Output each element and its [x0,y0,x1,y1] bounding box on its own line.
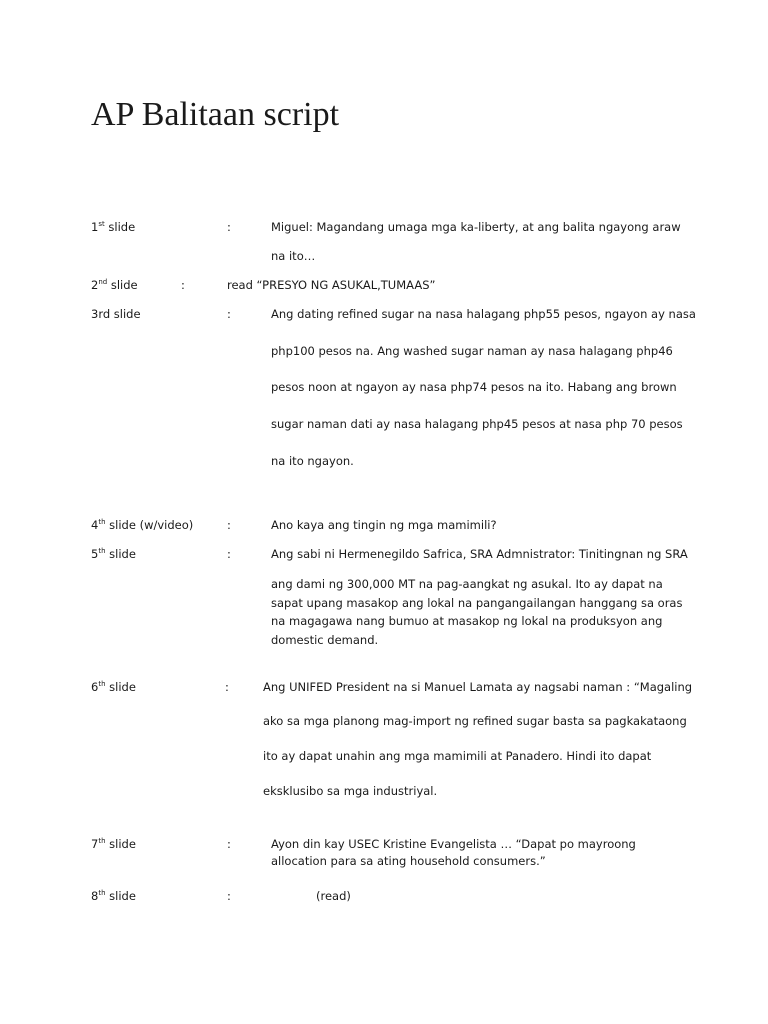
slide-6-line-1: Ang UNIFED President na si Manuel Lamata ay nagsabi naman : “Magaling [263,680,693,694]
slide-6-line-2: ako sa mga planong mag-import ng refined sugar basta sa pagkakataong [263,714,687,728]
slide-8-colon: : [227,889,231,903]
slide-7-colon: : [227,837,231,851]
slide-6-colon: : [225,680,229,694]
slide-5-line-4: na magagawa nang bumuo at masakop ng lokal na produksyon ang [271,614,663,628]
slide-5-line-2: ang dami ng 300,000 MT na pag-aangkat ng asukal. Ito ay dapat na [271,577,663,591]
slide-3-line-4: sugar naman dati ay nasa halagang php45 pesos at nasa php 70 pesos [271,417,683,431]
slide-6-label: 6th slide [91,680,136,694]
slide-1-label: 1st slide [91,220,136,234]
slide-6-line-3: ito ay dapat unahin ang mga mamimili at Panadero. Hindi ito dapat [263,749,652,763]
slide-5-line-1: Ang sabi ni Hermenegildo Safrica, SRA Admnistrator: Tinitingnan ng SRA [271,547,688,561]
slide-3-line-3: pesos noon at ngayon ay nasa php74 pesos na ito. Habang ang brown [271,380,677,394]
slide-6-line-4: eksklusibo sa mga industriyal. [263,784,438,798]
slide-8-label: 8th slide [91,889,136,903]
slide-3-label: 3rd slide [91,307,141,321]
slide-7-label: 7th slide [91,837,136,851]
slide-7-line-1: Ayon din kay USEC Kristine Evangelista … “Dapat po mayroong [271,837,636,851]
slide-3-line-5: na ito ngayon. [271,454,354,468]
slide-3-colon: : [227,307,231,321]
slide-4-label: 4th slide (w/video) [91,518,194,532]
slide-4-line-1: Ano kaya ang tingin ng mga mamimili? [271,518,497,532]
slide-1-line-1: Miguel: Magandang umaga mga ka-liberty, at ang balita ngayong araw [271,220,681,234]
slide-3-line-2: php100 pesos na. Ang washed sugar naman ay nasa halagang php46 [271,344,673,358]
slide-5-line-3: sapat upang masakop ang lokal na pangangailangan hanggang sa oras [271,596,683,610]
slide-2-label: 2nd slide [91,278,138,292]
slide-8-line-1: (read) [316,889,351,903]
slide-2-colon: : [181,278,185,292]
document-title: AP Balitaan script [91,96,340,133]
slide-4-colon: : [227,518,231,532]
slide-3-line-1: Ang dating refined sugar na nasa halagang php55 pesos, ngayon ay nasa [271,307,696,321]
slide-5-line-5: domestic demand. [271,633,379,647]
slide-1-colon: : [227,220,231,234]
slide-7-line-2: allocation para sa ating household consumers.” [271,854,546,868]
slide-1-line-2: na ito… [271,249,316,263]
slide-5-colon: : [227,547,231,561]
slide-2-line-1: read “PRESYO NG ASUKAL,TUMAAS” [227,278,436,292]
slide-5-label: 5th slide [91,547,136,561]
